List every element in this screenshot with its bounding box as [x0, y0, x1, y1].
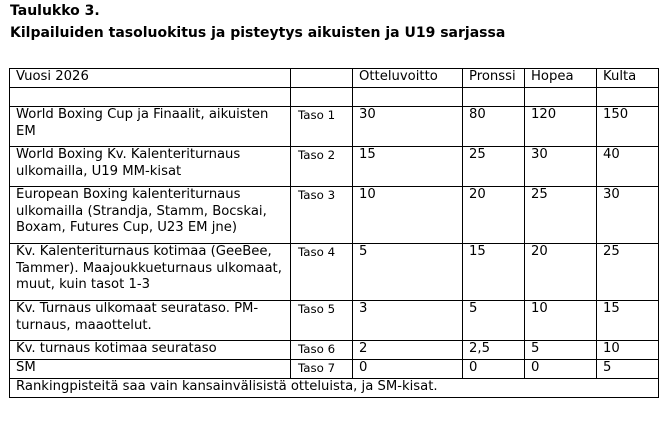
silver-cell: 10: [525, 301, 597, 341]
bronze-cell: 2,5: [463, 341, 525, 360]
table-row: [10, 187, 659, 244]
gold-cell: 40: [597, 147, 659, 187]
bout-win-cell: 5: [353, 244, 463, 301]
table-row: [10, 147, 659, 187]
header-gold: Kulta: [597, 69, 659, 88]
competition-cell: Kv. Kalenteriturnaus kotimaa (GeeBee, Tammer). Maajoukkueturnaus ulkomaat, muut, kuin tasot 1-3: [10, 244, 291, 301]
competition-cell: Kv. Turnaus ulkomaat seurataso. PM-turnaus, maaottelut.: [10, 301, 291, 341]
gold-cell: 150: [597, 107, 659, 147]
header-bout-win: Otteluvoitto: [353, 69, 463, 88]
competition-cell: Kv. turnaus kotimaa seurataso: [10, 341, 291, 360]
bout-win-cell: 15: [353, 147, 463, 187]
blank-cell: [10, 88, 291, 107]
competition-cell: European Boxing kalenteriturnaus ulkomailla (Strandja, Stamm, Bocskai, Boxam, Futures Cup, U23 EM jne): [10, 187, 291, 244]
table-footnote: Rankingpisteitä saa vain kansainvälisistä otteluista, ja SM-kisat.: [10, 379, 659, 398]
level-cell: Taso 5: [291, 301, 353, 341]
bout-win-cell: 3: [353, 301, 463, 341]
level-cell: Taso 2: [291, 147, 353, 187]
bronze-cell: 0: [463, 360, 525, 379]
bronze-cell: 80: [463, 107, 525, 147]
silver-cell: 30: [525, 147, 597, 187]
table-caption-number: Taulukko 3.: [10, 3, 100, 19]
scoring-table: [9, 68, 659, 398]
level-cell: Taso 6: [291, 341, 353, 360]
gold-cell: 5: [597, 360, 659, 379]
level-cell: Taso 4: [291, 244, 353, 301]
silver-cell: 20: [525, 244, 597, 301]
competition-cell: SM: [10, 360, 291, 379]
bronze-cell: 25: [463, 147, 525, 187]
bronze-cell: 20: [463, 187, 525, 244]
gold-cell: 25: [597, 244, 659, 301]
silver-cell: 120: [525, 107, 597, 147]
header-level: [291, 69, 353, 88]
blank-cell: [463, 88, 525, 107]
level-cell: Taso 3: [291, 187, 353, 244]
header-year: Vuosi 2026: [10, 69, 291, 88]
table-row: [10, 107, 659, 147]
table-blank-row: [10, 88, 659, 107]
silver-cell: 5: [525, 341, 597, 360]
table-header-row: [10, 69, 659, 88]
bronze-cell: 5: [463, 301, 525, 341]
table-row: [10, 244, 659, 301]
blank-cell: [353, 88, 463, 107]
table-caption-title: Kilpailuiden tasoluokitus ja pisteytys aikuisten ja U19 sarjassa: [10, 25, 506, 41]
gold-cell: 15: [597, 301, 659, 341]
bronze-cell: 15: [463, 244, 525, 301]
bout-win-cell: 30: [353, 107, 463, 147]
competition-cell: World Boxing Cup ja Finaalit, aikuisten EM: [10, 107, 291, 147]
level-cell: Taso 1: [291, 107, 353, 147]
blank-cell: [597, 88, 659, 107]
header-bronze: Pronssi: [463, 69, 525, 88]
silver-cell: 0: [525, 360, 597, 379]
gold-cell: 30: [597, 187, 659, 244]
bout-win-cell: 2: [353, 341, 463, 360]
table-row: [10, 301, 659, 341]
table-row: [10, 341, 659, 360]
table-row: [10, 360, 659, 379]
level-cell: Taso 7: [291, 360, 353, 379]
table-footnote-row: [10, 379, 659, 398]
blank-cell: [525, 88, 597, 107]
bout-win-cell: 10: [353, 187, 463, 244]
silver-cell: 25: [525, 187, 597, 244]
bout-win-cell: 0: [353, 360, 463, 379]
blank-cell: [291, 88, 353, 107]
gold-cell: 10: [597, 341, 659, 360]
header-silver: Hopea: [525, 69, 597, 88]
competition-cell: World Boxing Kv. Kalenteriturnaus ulkomailla, U19 MM-kisat: [10, 147, 291, 187]
